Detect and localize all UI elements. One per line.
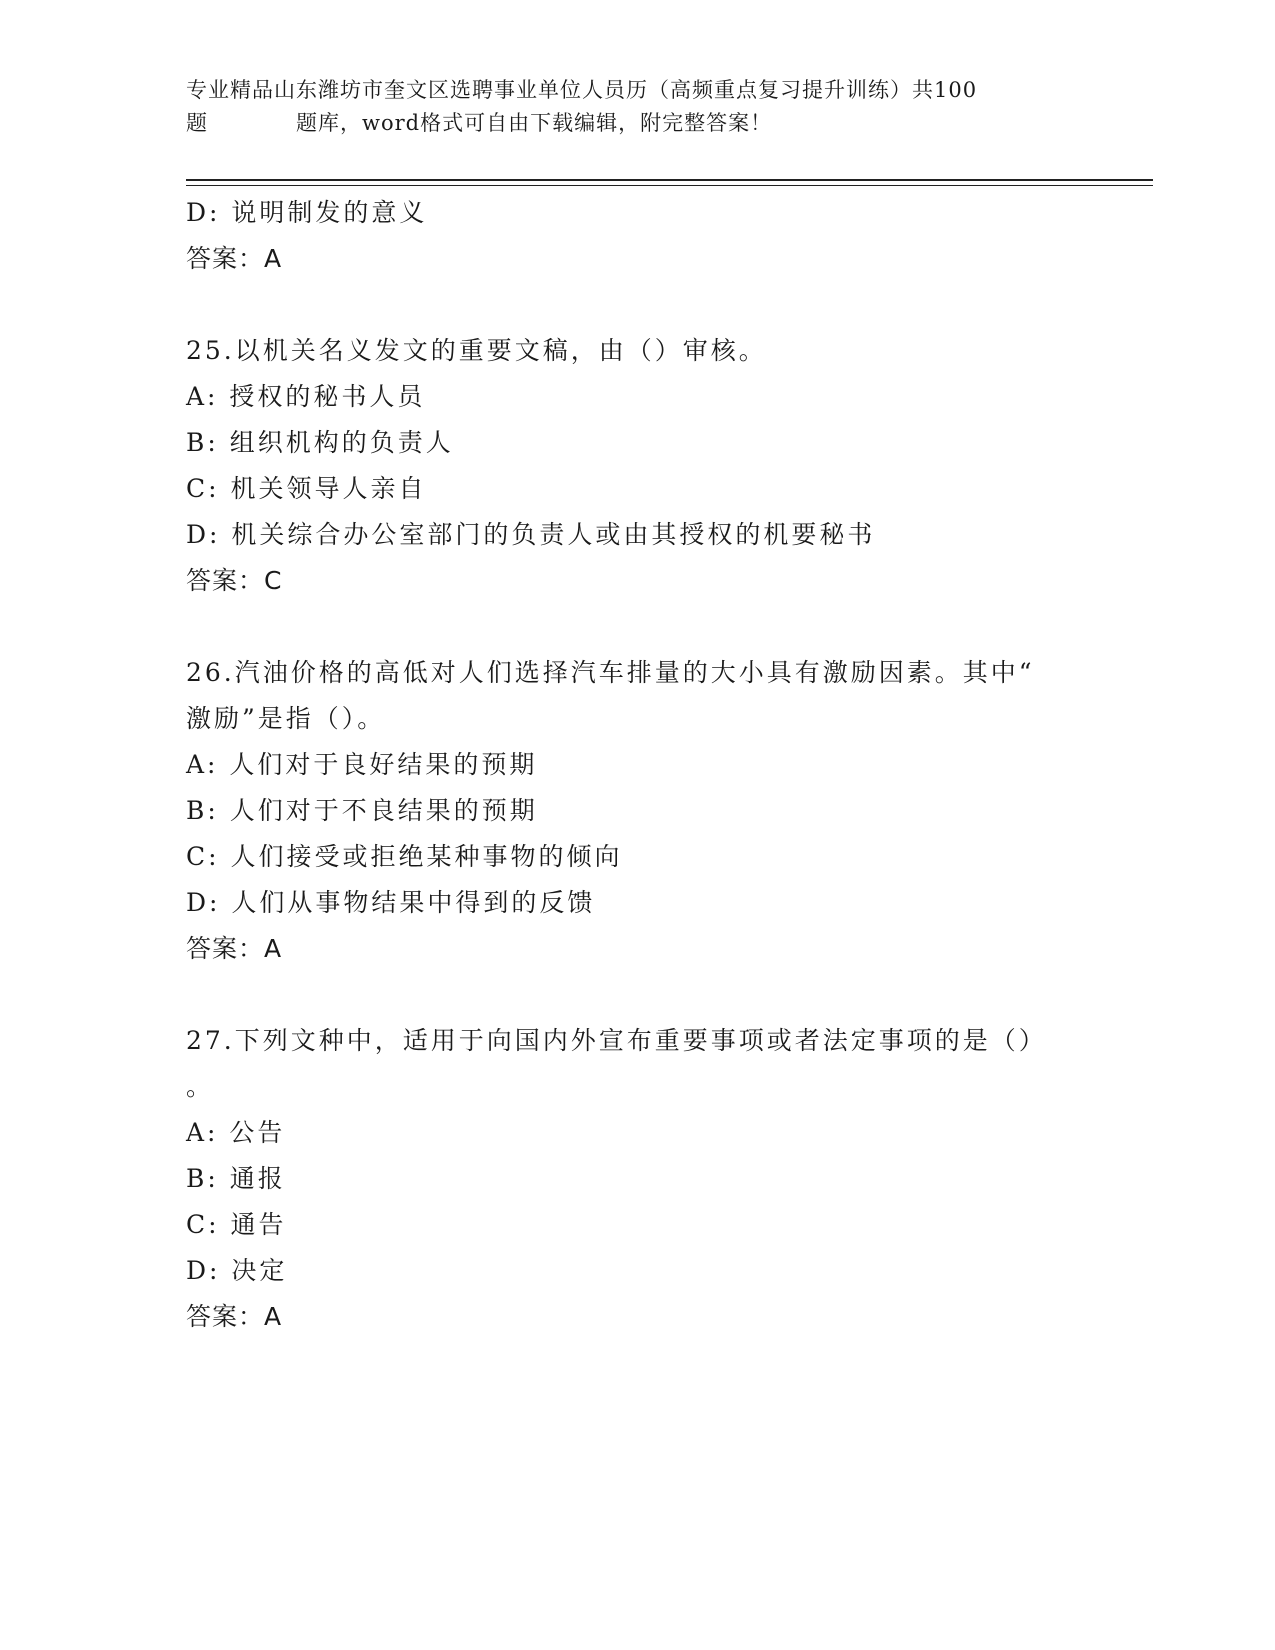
option-line: C: 通告 — [186, 1210, 287, 1239]
header-title-line2 — [186, 107, 1086, 140]
question-26 — [186, 650, 1086, 972]
answer-line: 答案：A — [186, 1302, 283, 1331]
header-title-fragment: 题 — [186, 111, 208, 135]
answer-line: 答案：A — [186, 934, 283, 963]
question-stem-continued: 。 — [186, 1072, 215, 1101]
option-line: C: 人们接受或拒绝某种事物的倾向 — [186, 842, 623, 871]
question-27 — [186, 1018, 1086, 1340]
header-title-line1: 专业精品山东潍坊市奎文区选聘事业单位人员历（高频重点复习提升训练）共100 — [186, 78, 978, 102]
option-line: C: 机关领导人亲自 — [186, 474, 427, 503]
question-stem: 27.下列文种中，适用于向国内外宣布重要事项或者法定事项的是（） — [186, 1026, 1047, 1055]
question-stem-continued: 激励”是指（）。 — [186, 704, 386, 733]
option-line: D: 人们从事物结果中得到的反馈 — [186, 888, 596, 917]
option-line: D: 说明制发的意义 — [186, 198, 428, 227]
option-line: B: 组织机构的负责人 — [186, 428, 454, 457]
answer-line: 答案：A — [186, 244, 283, 273]
question-stem: 26.汽油价格的高低对人们选择汽车排量的大小具有激励因素。其中“ — [186, 658, 1035, 687]
option-line: D: 机关综合办公室部门的负责人或由其授权的机要秘书 — [186, 520, 876, 549]
option-line: B: 通报 — [186, 1164, 286, 1193]
page-header — [186, 74, 1086, 140]
header-title-fragment: 题库，word格式可自由下载编辑，附完整答案！ — [296, 111, 773, 135]
question-stem: 25.以机关名义发文的重要文稿，由（）审核。 — [186, 336, 767, 365]
option-line: D: 决定 — [186, 1256, 288, 1285]
question-25 — [186, 328, 1086, 604]
option-line: A: 人们对于良好结果的预期 — [186, 750, 538, 779]
option-line: B: 人们对于不良结果的预期 — [186, 796, 538, 825]
question-content — [186, 190, 1086, 1340]
option-line: A: 公告 — [186, 1118, 286, 1147]
option-line: A: 授权的秘书人员 — [186, 382, 426, 411]
header-divider-thick — [186, 179, 1153, 181]
header-divider-thin — [186, 185, 1153, 186]
answer-line: 答案：C — [186, 566, 283, 595]
